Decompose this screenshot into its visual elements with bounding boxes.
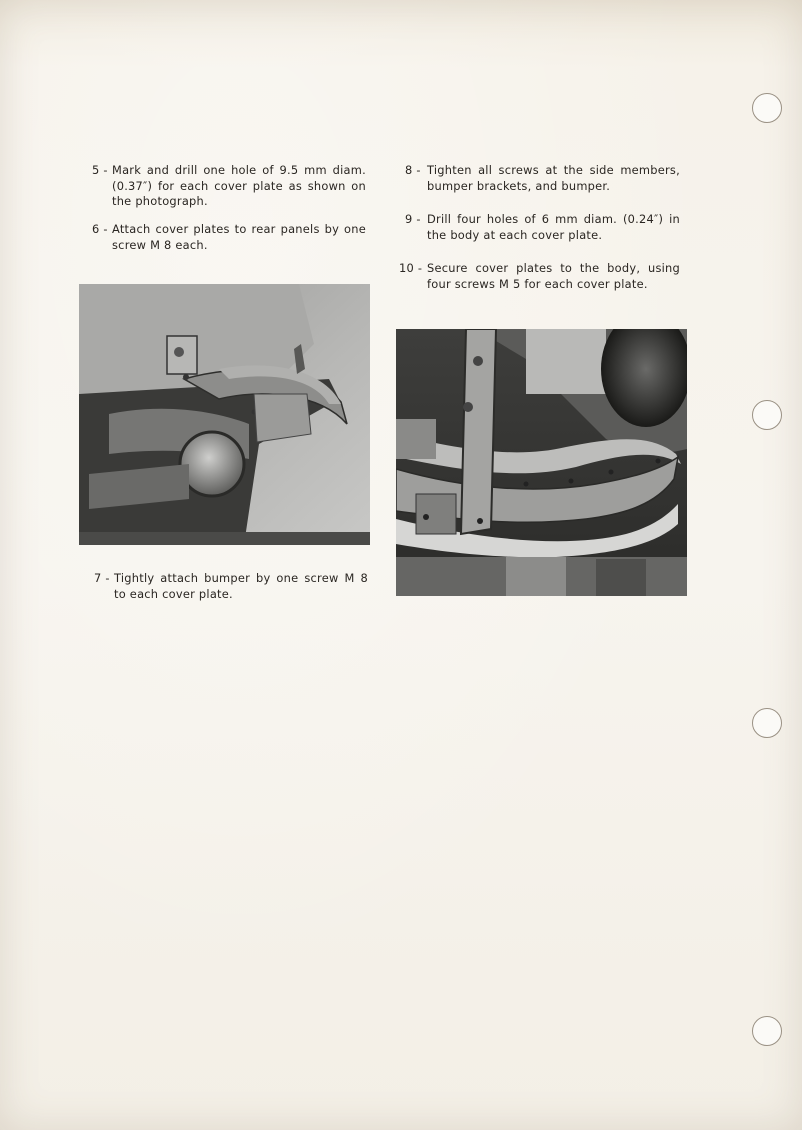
photo-cover-plate-body <box>396 329 687 596</box>
punch-hole-4 <box>752 1016 782 1046</box>
photo-left-image <box>79 284 370 545</box>
step-text: Drill four holes of 6 mm diam. (0.24″) in the body at each cover plate. <box>427 212 680 242</box>
step-text: Attach cover plates to rear panels by one screw M 8 each. <box>112 222 366 252</box>
step-number: 5 - <box>92 163 108 177</box>
photo-cover-plate-rear-panel <box>79 284 370 545</box>
step-text: Tighten all screws at the side members, bumper brackets, and bumper. <box>427 163 680 193</box>
step-number: 7 - <box>94 571 110 585</box>
photo-right-image <box>396 329 687 596</box>
step-number: 6 - <box>92 222 108 236</box>
step-text: Mark and drill one hole of 9.5 mm diam. (0.37″) for each cover plate as shown on the photograph. <box>112 163 366 208</box>
punch-hole-1 <box>752 93 782 123</box>
step-6 <box>92 222 366 253</box>
step-text: Tightly attach bumper by one screw M 8 to each cover plate. <box>114 571 368 601</box>
step-5 <box>92 163 366 210</box>
step-number: 8 - <box>405 163 421 177</box>
step-10 <box>399 261 680 292</box>
punch-hole-2 <box>752 400 782 430</box>
step-7 <box>94 571 368 602</box>
step-number: 9 - <box>405 212 421 226</box>
step-9 <box>405 212 680 243</box>
punch-hole-3 <box>752 708 782 738</box>
step-8 <box>405 163 680 194</box>
step-text: Secure cover plates to the body, using four screws M 5 for each cover plate. <box>427 261 680 291</box>
step-number: 10 - <box>399 261 423 275</box>
